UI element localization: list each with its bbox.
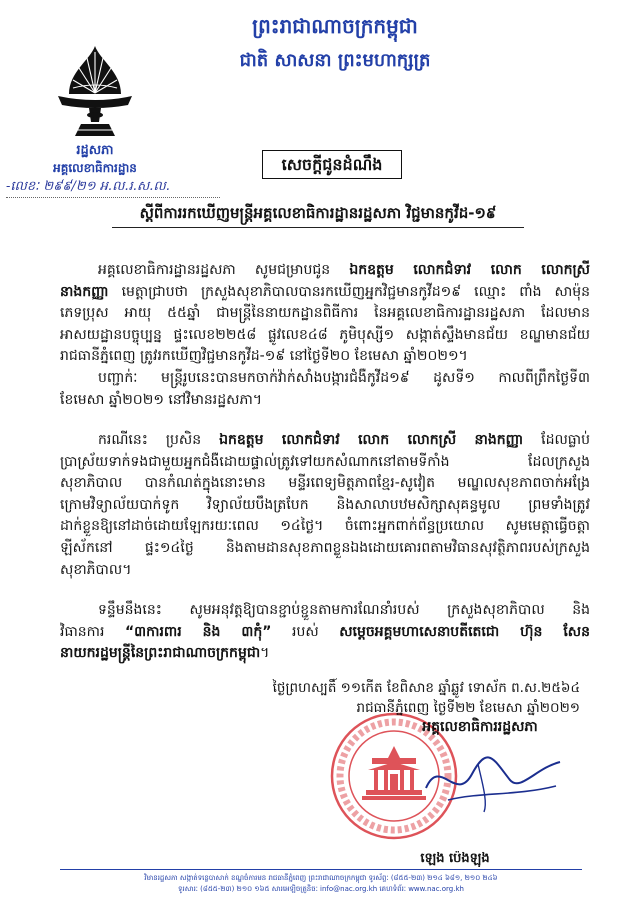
body-line	[60, 473, 590, 495]
body-text: ភេទប្រុស អាយុ ៥៥ឆ្នាំ ជាមន្ត្រីនៃនាយកដ្ឋានពិធីការ នៃអគ្គលេខាធិការដ្ឋានរដ្ឋសភា ដែលមាន	[60, 305, 590, 322]
body-line	[60, 325, 590, 347]
body-text: ក្រោមវិទ្យាល័យបាក់ទូក វិទ្យាល័យបឹងត្របែក និងសាលាបឋមសិក្សាសុគន្ធមូល ព្រមទាំងត្រូវ	[60, 496, 590, 513]
body-line	[60, 452, 590, 474]
body-line	[60, 622, 590, 644]
body-line	[60, 538, 590, 560]
body-text: ឡីស័កនៅ ផ្ទះ១៤ថ្ងៃ និងតាមដានសុខភាពខ្លួនឯងដោយគោរពតាមវិធានសុវត្ថិភាពរបស់ក្រសួង	[60, 539, 590, 556]
footer-address: វិមានរដ្ឋសភា សង្កាត់ទន្លេបាសាក់ ខណ្ឌចំការមន រាជធានីភ្នំពេញ ព្រះរាជាណាចក្រកម្ពុជា ទូរស័ព្ទៈ (៨៥៥-២៣) ២១៤ ៦៨១, ២១០ ២៤៦	[144, 874, 498, 882]
body-text: ។	[260, 645, 270, 662]
body-text: ប្រាស្រ័យទាក់ទងជាមួយអ្នកជំងឺដោយផ្ទាល់ត្រូវទៅយកសំណាកនៅតាមទីកាំង ដែលក្រសួង	[60, 453, 590, 470]
national-motto: ជាតិ សាសនា ព្រះមហាក្សត្រ	[239, 50, 431, 71]
institution-name: រដ្ឋសភា	[76, 143, 114, 158]
body-line	[60, 260, 590, 282]
body-text: មេត្តាជ្រាបថា ក្រសួងសុខាភិបាលបានរកឃើញអ្នកវិជ្ជមានកូវីដ១៩ ឈ្មោះ ពាំង សាម៉ុន	[108, 283, 590, 300]
lunar-date: ថ្ងៃព្រហស្បតិ៍ ១១កើត ខែពិសាខ ឆ្នាំឆ្លូវ ទោស័ក ព.ស.២៥៦៤	[272, 680, 580, 696]
body-line	[60, 560, 590, 582]
body-text: ដាក់ខ្លួនឱ្យនៅដាច់ដោយឡែករយៈពេល ១៤ថ្ងៃ។ ចំពោះអ្នកពាក់ព័ន្ធប្រយោល សូមមេត្តាធ្វើចត្តា	[60, 518, 590, 535]
national-assembly-emblem-icon	[55, 44, 135, 140]
reference-number: -លេខៈ ២៩៩/២១ អ.ល.រ.ស.ល.	[6, 177, 220, 198]
body-text: ខែមេសា ឆ្នាំ២០២១ នៅវិមានរដ្ឋសភា។	[60, 391, 263, 408]
body-text: អគ្គលេខាធិការដ្ឋានរដ្ឋសភា សូមជម្រាបជូន	[98, 262, 350, 278]
emphasized-text: “៣ការពារ និង ៣កុំ”	[124, 623, 272, 640]
emphasized-text: នាងកញ្ញា	[60, 283, 109, 300]
emphasized-text: ឯកឧត្តម លោកជំទាវ លោក លោកស្រី	[349, 262, 590, 278]
body-line	[60, 600, 590, 622]
body-line	[60, 282, 590, 304]
body-line	[60, 516, 590, 538]
document-type-title: សេចក្តីជូនដំណឹង	[262, 150, 402, 179]
body-text: វិធានការ	[60, 623, 125, 640]
footer-contact: ទូរសារៈ (៨៥៥-២៣) ២១០ ១៦៥ សារអេឡិចត្រូនិចៈ info@nac.org.kh គេហទំព័រៈ www.nac.org.kh	[178, 885, 464, 893]
body-paragraph	[60, 430, 590, 581]
body-text: ដែលធ្លាប់	[523, 432, 590, 448]
department-name: អគ្គលេខាធិការដ្ឋាន	[53, 161, 137, 175]
body-text: សុខាភិបាល បានកំណត់ក្នុងនោះមាន មន្ទីរពេទ្យមិត្តភាពខ្មែរ-សូវៀត មណ្ឌលសុខភាពចាក់អង្រែ	[60, 475, 590, 492]
body-text: ករណីនេះ ប្រសិន	[98, 432, 220, 448]
body-line	[60, 495, 590, 517]
body-text: សុខាភិបាល។	[60, 561, 132, 578]
body-text: ទន្ទឹមនឹងនេះ សូមអនុវត្តឱ្យបានខ្ជាប់ខ្ជួនតាមការណែនាំរបស់ ក្រសួងសុខាភិបាល និង	[98, 602, 590, 618]
place-and-date: រាជធានីភ្នំពេញ ថ្ងៃទី២២ ខែមេសា ឆ្នាំ២០២១	[356, 700, 580, 716]
body-line	[60, 430, 590, 452]
body-text: រាជធានីភ្នំពេញ ត្រូវរកឃើញវិជ្ជមានកូវីដ-១៩ នៅថ្ងៃទី២០ ខែមេសា ឆ្នាំ២០២១។	[60, 348, 468, 365]
body-line	[60, 390, 590, 412]
body-paragraph	[60, 260, 590, 368]
body-text: បញ្ជាក់ៈ មន្ត្រីរូបនេះបានមកចាក់វ៉ាក់សាំងបង្ការជំងឺកូវីដ១៩ ដូសទី១ កាលពីព្រឹកថ្ងៃទី៣	[98, 370, 590, 386]
body-line	[60, 303, 590, 325]
body-text: របស់	[271, 623, 340, 640]
emphasized-text: សម្តេចអគ្គមហាសេនាបតីតេជោ ហ៊ុន សែន	[339, 623, 590, 640]
emphasized-text: នាយករដ្ឋមន្ត្រីនៃព្រះរាជាណាចក្រកម្ពុជា	[60, 645, 261, 662]
document-subject: ស្តីពីការរកឃើញមន្ត្រីអគ្គលេខាធិការដ្ឋានរដ្ឋសភា វិជ្ជមានកូវីដ-១៩	[112, 200, 524, 228]
body-line	[60, 346, 590, 368]
signatory-title: អគ្គលេខាធិការរដ្ឋសភា	[422, 719, 538, 735]
body-paragraph	[60, 368, 590, 411]
emphasized-text: ឯកឧត្តម លោកជំទាវ លោក លោកស្រី នាងកញ្ញា	[219, 432, 524, 448]
body-text: អាសយដ្ឋានបច្ចុប្បន្ន ផ្ទះលេខ២២៥៨ ផ្លូវលេខ៤៨ ភូមិបុស្សី១ សង្កាត់ស្ទឹងមានជ័យ ខណ្ឌមានជ័យ	[60, 326, 590, 343]
kingdom-heading: ព្រះរាជាណាចក្រកម្ពុជា	[252, 14, 418, 38]
body-line	[60, 368, 590, 390]
signatory-name: ឡេង ប៉េងឡុង	[420, 851, 490, 866]
body-paragraph	[60, 600, 590, 665]
handwritten-signature-icon	[418, 742, 568, 822]
footer-divider	[60, 869, 582, 870]
body-line	[60, 643, 590, 665]
